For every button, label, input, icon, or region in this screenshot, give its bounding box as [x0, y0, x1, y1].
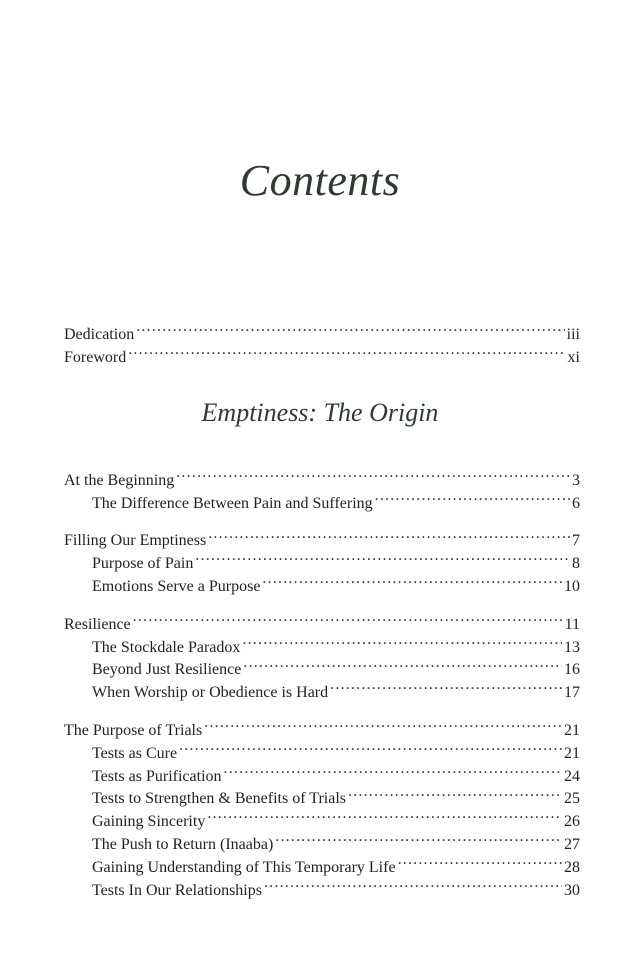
toc-entry-page: 13	[564, 638, 580, 656]
toc-entry-label: The Push to Return (Inaaba)	[92, 835, 274, 853]
toc-entry-label: Tests In Our Relationships	[92, 881, 262, 899]
page-title: Contents	[239, 156, 401, 205]
toc-entry-page: 7	[572, 532, 580, 550]
dot-leader	[262, 568, 562, 591]
toc-entry-page: 17	[564, 684, 580, 702]
toc-entry-page: 3	[572, 471, 580, 489]
toc-entry-page: xi	[567, 348, 580, 366]
front-matter-list	[64, 316, 580, 366]
dot-leader	[207, 803, 562, 826]
dot-leader	[195, 545, 570, 568]
toc-entry-label: Dedication	[64, 325, 135, 343]
toc-entry-page: 8	[572, 555, 580, 573]
toc-entry-page: 26	[564, 813, 580, 831]
toc-entry-foreword	[64, 339, 580, 366]
dot-leader	[176, 462, 570, 485]
toc-subsection-entry	[64, 629, 580, 656]
chapter-group	[64, 606, 580, 702]
toc-entry-page: 21	[564, 744, 580, 762]
toc-entry-page: 16	[564, 661, 580, 679]
toc-entry-page: 25	[564, 790, 580, 808]
toc-chapter-entry	[64, 712, 580, 739]
toc-entry-label: Gaining Sincerity	[92, 813, 206, 831]
chapter-group	[64, 712, 580, 899]
toc-entry-page: 6	[572, 494, 580, 512]
toc-entry-page: 27	[564, 835, 580, 853]
toc-entry-label: Emotions Serve a Purpose	[92, 577, 261, 595]
toc-entry-page: 21	[564, 721, 580, 739]
toc-entry-label: Filling Our Emptiness	[64, 532, 207, 550]
toc-chapter-entry	[64, 606, 580, 633]
dot-leader	[242, 629, 562, 652]
toc-chapter-entry	[64, 462, 580, 489]
dot-leader	[224, 758, 562, 781]
toc-entry-label: Tests as Cure	[92, 744, 178, 762]
toc-entry-label: When Worship or Obedience is Hard	[92, 684, 329, 702]
dot-leader	[179, 735, 562, 758]
dot-leader	[128, 339, 565, 362]
dot-leader	[243, 652, 562, 675]
toc-entry-page: 10	[564, 577, 580, 595]
dot-leader	[204, 712, 562, 735]
dot-leader	[136, 316, 564, 339]
dot-leader	[275, 826, 562, 849]
toc-entry-label: The Purpose of Trials	[64, 721, 203, 739]
toc-chapter-entry	[64, 523, 580, 550]
dot-leader	[133, 606, 563, 629]
toc-entry-label: The Stockdale Paradox	[92, 638, 241, 656]
chapter-group	[64, 523, 580, 595]
toc-entry-dedication	[64, 316, 580, 343]
dot-leader	[398, 849, 562, 872]
toc-entry-label: Tests as Purification	[92, 767, 222, 785]
toc-entry-label: Gaining Understanding of This Temporary Life	[92, 858, 396, 876]
toc-entry-page: 30	[564, 881, 580, 899]
section-toc-list	[64, 462, 580, 899]
toc-entry-label: Resilience	[64, 615, 131, 633]
section-title: Emptiness: The Origin	[201, 398, 439, 427]
dot-leader	[348, 781, 562, 804]
toc-entry-label: Foreword	[64, 348, 127, 366]
dot-leader	[375, 485, 570, 508]
dot-leader	[330, 674, 562, 697]
toc-entry-label: At the Beginning	[64, 471, 175, 489]
toc-entry-label: Tests to Strengthen & Benefits of Trials	[92, 790, 346, 808]
dot-leader	[264, 872, 562, 895]
toc-entry-label: Purpose of Pain	[92, 555, 194, 573]
toc-entry-label: The Difference Between Pain and Suffering	[92, 494, 373, 512]
toc-entry-page: 28	[564, 858, 580, 876]
chapter-group	[64, 462, 580, 512]
dot-leader	[208, 523, 570, 546]
toc-entry-page: iii	[566, 325, 580, 343]
toc-entry-page: 11	[564, 615, 580, 633]
toc-entry-page: 24	[564, 767, 580, 785]
toc-entry-label: Beyond Just Resilience	[92, 661, 242, 679]
